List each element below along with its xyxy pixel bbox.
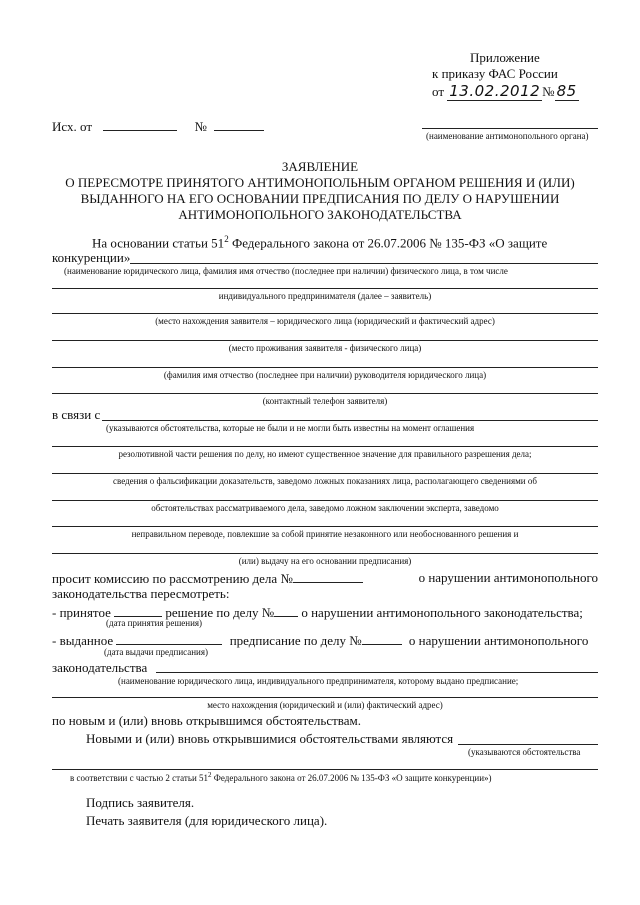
- appendix-date-prefix: от: [432, 84, 445, 99]
- outgoing-number-sign: №: [194, 119, 207, 134]
- appendix-date-line: [432, 82, 579, 100]
- title-line-1: ЗАЯВЛЕНИЕ: [281, 159, 359, 174]
- appendix-title: Приложение: [470, 50, 540, 65]
- title-line-3: ВЫДАННОГО НА ЕГО ОСНОВАНИИ ПРЕДПИСАНИЯ ПО ДЕЛУ О НАРУШЕНИИ: [80, 191, 560, 206]
- appendix-number-prefix: №: [542, 84, 555, 99]
- caption-applicant-ip: индивидуального предпринимателя (далее – заявитель): [218, 291, 432, 301]
- decision-date-field[interactable]: [114, 604, 162, 617]
- legislation-label: законодательства: [52, 660, 148, 675]
- caption-circumstances-1: (указываются обстоятельства, которые не были и не могли быть известны на момент оглашения: [106, 423, 475, 433]
- circumstances-field-2[interactable]: [52, 446, 598, 447]
- recipient-address-field[interactable]: [52, 697, 598, 698]
- caption-circumstances-6: (или) выдачу на его основании предписания): [238, 556, 412, 566]
- new-circumstances-line: по новым и (или) вновь открывшимся обстоятельствам.: [52, 713, 361, 728]
- title-line-2: О ПЕРЕСМОТРЕ ПРИНЯТОГО АНТИМОНОПОЛЬНЫМ ОРГАНОМ РЕШЕНИЯ И (ИЛИ): [65, 175, 575, 190]
- circumstances-field-6[interactable]: [52, 553, 598, 554]
- new-circumstances-field-2[interactable]: [52, 769, 598, 770]
- caption-recipient-address: место нахождения (юридический и (или) фактический адрес): [207, 700, 443, 710]
- circumstances-field-5[interactable]: [52, 526, 598, 527]
- caption-per-law: в соответствии с частью 2 статьи $51^2$ Федерального закона от 26.07.2006 № 135-ФЗ «О защите конкуренции»): [70, 771, 492, 783]
- circumstances-field-3[interactable]: [52, 473, 598, 474]
- caption-circumstances-2: резолютивной части решения по делу, но имеют существенное значение для правильного разрешения дела;: [118, 449, 532, 459]
- org-name-caption: (наименование антимонопольного органа): [426, 131, 589, 141]
- head-name-field[interactable]: [52, 367, 598, 368]
- title-line-4: АНТИМОНОПОЛЬНОГО ЗАКОНОДАТЕЛЬСТВА: [178, 207, 462, 222]
- caption-applicant-name: (наименование юридического лица, фамилия имя отчество (последнее при наличии) физического лица, в том числе: [64, 266, 508, 276]
- circumstances-field-1[interactable]: [102, 420, 598, 421]
- caption-applicant-residence: (место проживания заявителя - физического лица): [228, 343, 422, 353]
- applicant-location-field[interactable]: [52, 313, 598, 314]
- adopted-line: - принятое решение по делу № о нарушении антимонопольного законодательства;: [52, 605, 583, 620]
- outgoing-date-field[interactable]: [103, 118, 177, 131]
- caption-head-name: (фамилия имя отчество (последнее при наличии) руководителя юридического лица): [163, 370, 487, 380]
- caption-decision-date: (дата принятия решения): [106, 618, 203, 628]
- request-line-1: просит комиссию по рассмотрению дела № о нарушении антимонопольного: [52, 570, 598, 586]
- caption-recipient: (наименование юридического лица, индивидуального предпринимателя, которому выдано предписание;: [118, 676, 519, 686]
- basis-line-2: конкуренции»: [52, 250, 131, 265]
- appendix-number-handwritten: 85: [556, 82, 577, 100]
- caption-circumstances-4: обстоятельствах рассматриваемого дела, заведомо ложном заключении эксперта, заведомо: [151, 503, 499, 513]
- caption-order-date: (дата выдачи предписания): [104, 647, 209, 657]
- caption-circumstances-5: неправильном переводе, повлекшие за собой принятие незаконного или необоснованного решения и: [131, 529, 519, 539]
- new-circumstances-are: Новыми и (или) вновь открывшимися обстоятельствами являются: [86, 731, 454, 746]
- outgoing-prefix: Исх. от: [52, 119, 92, 134]
- outgoing-line: [52, 118, 264, 135]
- org-name-field[interactable]: [422, 128, 598, 129]
- decision-case-number-field[interactable]: [274, 604, 298, 617]
- appendix-date-handwritten: 13.02.2012: [449, 82, 541, 100]
- issued-line: - выданное предписание по делу № о нарушении антимонопольного: [52, 633, 589, 648]
- caption-phone: (контактный телефон заявителя): [262, 396, 388, 406]
- recipient-field[interactable]: [156, 672, 598, 673]
- signature-label: Подпись заявителя.: [86, 795, 195, 810]
- in-connection-label: в связи с: [52, 407, 101, 422]
- applicant-residence-field[interactable]: [52, 340, 598, 341]
- request-line-2: законодательства пересмотреть:: [52, 586, 230, 601]
- order-case-number-field[interactable]: [362, 632, 402, 645]
- new-circumstances-field-1[interactable]: [458, 744, 598, 745]
- appendix-order-ref: к приказу ФАС России: [432, 66, 558, 81]
- phone-field[interactable]: [52, 393, 598, 394]
- circumstances-field-4[interactable]: [52, 500, 598, 501]
- applicant-ip-field[interactable]: [52, 288, 598, 289]
- basis-line-1: На основании статьи $51^2$ Федерального закона от 26.07.2006 № 135-ФЗ «О защите: [92, 234, 548, 251]
- outgoing-number-field[interactable]: [214, 118, 264, 131]
- request-case-number-field[interactable]: [293, 570, 363, 583]
- caption-applicant-location: (место нахождения заявителя – юридического лица (юридический и фактический адрес): [155, 316, 495, 326]
- applicant-name-field[interactable]: [130, 263, 598, 264]
- caption-circumstances-3: сведения о фальсификации доказательств, заведомо ложных показаниях лица, располагающего сведениями об: [113, 476, 537, 486]
- order-date-field[interactable]: [116, 632, 222, 645]
- seal-label: Печать заявителя (для юридического лица).: [86, 813, 328, 828]
- caption-specify: (указываются обстоятельства: [468, 747, 581, 757]
